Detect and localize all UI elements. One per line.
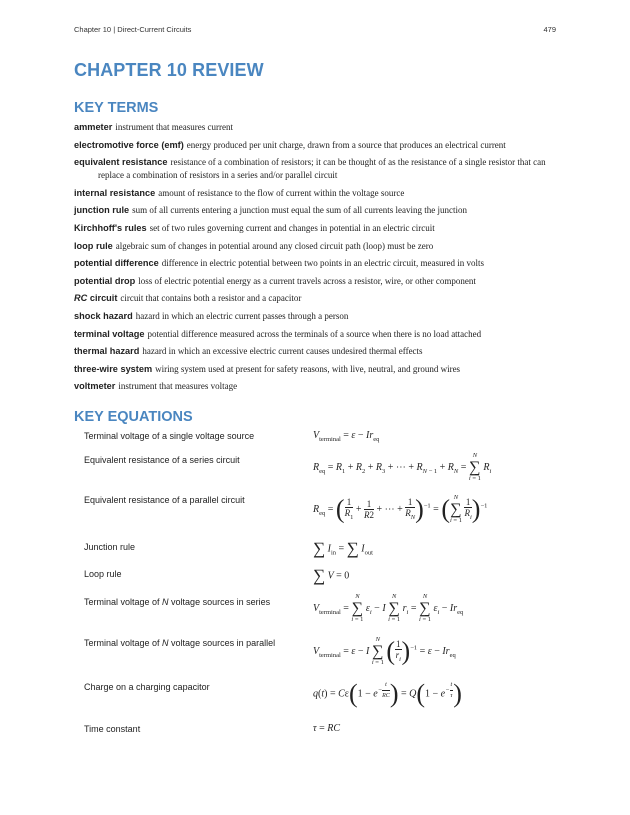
key-terms-heading: KEY TERMS	[74, 100, 159, 116]
term-entry	[74, 363, 558, 376]
term-word: potential difference	[74, 258, 159, 269]
equation-series-resistance: $R_{eq} = R_1 + R_2 + R_3$ + ⋯ + $R_{N - 1} + R_N$ = N ∑ i = 1 $R_i$	[313, 452, 492, 482]
term-entry	[74, 310, 558, 323]
running-head-chapter-name: Direct-Current Circuits	[117, 25, 192, 34]
running-head-chapter: Chapter 10	[74, 25, 112, 34]
term-entry	[74, 139, 558, 152]
equation-label: Equivalent resistance of a series circuit	[84, 455, 240, 465]
running-head	[74, 25, 556, 34]
equation-terminal-voltage: $V_{terminal} = \varepsilon - Ir_{eq}$	[313, 430, 380, 443]
term-entry	[74, 156, 558, 182]
term-word-italic: RC	[74, 293, 88, 304]
term-definition: difference in electric potential between two points in an electric circuit, measured in volts	[161, 258, 484, 269]
equation-label: Junction rule	[84, 542, 136, 552]
term-definition: loss of electric potential energy as a current travels across a resistor, wire, or other component	[138, 275, 476, 286]
term-definition: instrument that measures current	[115, 122, 234, 132]
term-word: electromotive force (emf)	[74, 139, 184, 150]
equation-label-text: Terminal voltage of	[84, 597, 163, 607]
term-word: terminal voltage	[74, 328, 145, 339]
equation-label-text: Terminal voltage of	[84, 638, 163, 648]
term-definition: wiring system used at present for safety reasons, with live, neutral, and ground wires	[155, 363, 461, 374]
term-word: loop rule	[74, 240, 113, 251]
equation-label	[84, 638, 275, 648]
equation-loop-rule: ∑ V = 0	[313, 566, 350, 585]
term-definition: hazard in which an electric current passes through a person	[135, 310, 349, 321]
term-entry	[74, 275, 558, 288]
term-definition: algebraic sum of changes in potential around any closed circuit path (loop) must be zero	[115, 240, 434, 251]
term-word: thermal hazard	[74, 346, 140, 357]
equation-junction-rule: ∑ $I_{in}$ = ∑ $I_{out}$	[313, 539, 373, 558]
term-word-rest: circuit	[87, 293, 118, 304]
term-word: voltmeter	[74, 381, 116, 392]
term-word: internal resistance	[74, 187, 156, 198]
chapter-title: CHAPTER 10 REVIEW	[74, 60, 264, 80]
term-word: potential drop	[74, 275, 136, 286]
equation-label-text: voltage sources in series	[168, 597, 271, 607]
equation-time-constant: τ = RC	[313, 723, 341, 734]
key-terms-list	[74, 121, 558, 398]
term-word: equivalent resistance	[74, 157, 168, 168]
term-word	[74, 293, 117, 303]
term-entry	[74, 121, 558, 134]
term-definition: instrument that measures voltage	[118, 381, 238, 392]
term-entry	[74, 380, 558, 393]
equation-parallel-resistance: $R_{eq}$ = ( $\frac{1}{R_1}$ + $\frac{1}{R2}$ + ⋯ + $\frac{1}{R_N}$ )$^{-1}$ = ( N ∑ i = 1 $\frac{1}{R_i}$ )$^{-1}$	[313, 494, 488, 524]
equation-label	[84, 597, 270, 607]
key-equations-heading: KEY EQUATIONS	[74, 409, 193, 425]
equation-label-variable: N	[162, 597, 169, 607]
term-word: shock hazard	[74, 310, 133, 321]
term-entry	[74, 240, 558, 253]
term-word: ammeter	[74, 122, 113, 132]
equation-charging-capacitor: $q(t) = C\varepsilon(1 - e^{- \frac{t}{RC}}$ ) = $Q(1 - e^{- \frac{t}{\tau}}$ )	[313, 679, 462, 708]
running-head-separator: |	[113, 25, 116, 34]
term-entry	[74, 328, 558, 341]
term-entry	[74, 204, 558, 217]
equation-label: Charge on a charging capacitor	[84, 682, 210, 692]
term-word: Kirchhoff's rules	[74, 222, 147, 233]
term-definition: circuit that contains both a resistor and a capacitor	[120, 293, 302, 304]
equation-series-sources: $V_{terminal}$ = N ∑ i = 1 $\varepsilon_i - I$ N ∑ i = 1 $r_i$ = N ∑ i = 1 $\varepsilon_i - Ir_{eq}$	[313, 593, 464, 623]
term-word: junction rule	[74, 205, 130, 216]
term-entry	[74, 222, 558, 235]
equation-label-text: voltage sources in parallel	[168, 638, 276, 648]
term-entry	[74, 187, 558, 200]
term-entry	[74, 345, 558, 358]
page-number: 479	[543, 25, 556, 34]
equation-parallel-sources: $V_{terminal} = \varepsilon - I$ N ∑ i = 1 ( $\frac{1}{r_i}$ )$^{-1} = \varepsilon - Ir_{eq}$	[313, 636, 456, 666]
equation-label: Time constant	[84, 724, 141, 734]
term-definition: sum of all currents entering a junction must equal the sum of all currents leaving the junction	[132, 205, 468, 216]
term-definition: potential difference measured across the terminals of a source when there is no load attached	[147, 328, 482, 339]
term-word: three-wire system	[74, 363, 153, 374]
term-entry	[74, 292, 558, 305]
term-entry	[74, 257, 558, 270]
equation-label-variable: N	[162, 638, 169, 648]
term-definition: resistance of a combination of resistors; it can be thought of as the resistance of a single resistor that can replace a combination of resistors in a series and/or parallel circuit	[98, 157, 546, 181]
term-definition: amount of resistance to the flow of current within the voltage source	[158, 187, 405, 198]
term-definition: hazard in which an excessive electric current causes undesired thermal effects	[142, 346, 423, 357]
equation-label: Terminal voltage of a single voltage source	[84, 431, 255, 441]
equation-label: Equivalent resistance of a parallel circuit	[84, 495, 245, 505]
equation-label: Loop rule	[84, 569, 122, 579]
term-definition: energy produced per unit charge, drawn from a source that produces an electrical current	[186, 139, 506, 150]
term-definition: set of two rules governing current and changes in potential in an electric circuit	[149, 222, 435, 233]
